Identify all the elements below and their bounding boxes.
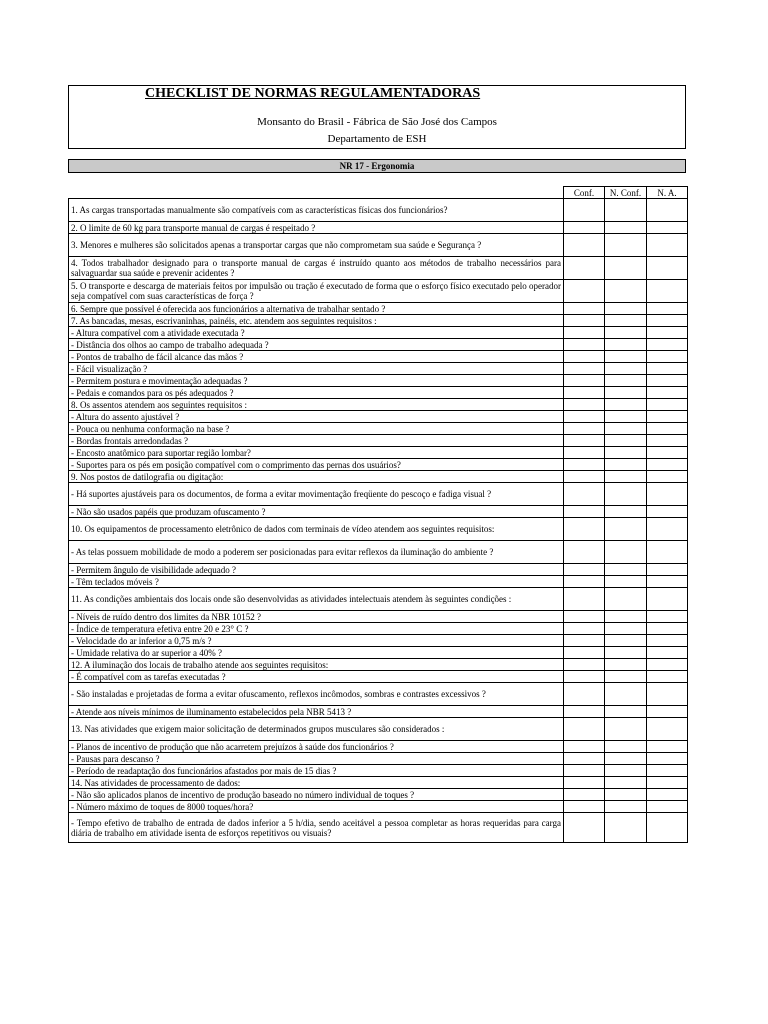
company-name: Monsanto do Brasil - Fábrica de São José dos Campos [257,116,497,128]
checkbox-cell-na[interactable] [647,375,688,387]
checkbox-cell-na[interactable] [647,435,688,447]
checkbox-cell-na[interactable] [647,576,688,588]
checkbox-cell-nconf[interactable] [605,576,647,588]
checklist-row [69,611,688,623]
checklist-item-text: - Distância dos olhos ao campo de trabalho adequada ? [69,339,564,351]
checkbox-cell-na[interactable] [647,564,688,576]
checkbox-cell-nconf[interactable] [605,564,647,576]
checklist-item-text: - Bordas frontais arredondadas ? [69,435,564,447]
checkbox-cell-nconf[interactable] [605,375,647,387]
checkbox-cell-conf[interactable] [564,363,605,375]
checklist-item-text: - Pontos de trabalho de fácil alcance das mãos ? [69,351,564,363]
checklist-row [69,659,688,671]
checkbox-cell-conf[interactable] [564,447,605,459]
checkbox-cell-na[interactable] [647,303,688,315]
checkbox-cell-conf[interactable] [564,683,605,706]
checklist-item-text: - Período de readaptação dos funcionários afastados por mais de 15 dias ? [69,765,564,777]
checklist-row [69,447,688,459]
checklist-item-text: - Tempo efetivo de trabalho de entrada de dados inferior a 5 h/dia, sendo aceitável a pessoa completar as horas requeridas para carga diária de trabalho em atividade isenta de esforços repetitivos ou visuais? [69,813,564,843]
checklist-row [69,234,688,257]
checkbox-cell-na[interactable] [647,671,688,683]
checkbox-cell-nconf[interactable] [605,257,647,280]
checkbox-cell-conf[interactable] [564,506,605,518]
checkbox-cell-nconf[interactable] [605,777,647,789]
checkbox-cell-nconf[interactable] [605,351,647,363]
checklist-row [69,718,688,741]
checklist-item-text: 10. Os equipamentos de processamento eletrônico de dados com terminais de vídeo atendem aos seguintes requisitos: [69,518,564,541]
checklist-row [69,671,688,683]
checklist-row [69,303,688,315]
checklist-item-text: - Índice de temperatura efetiva entre 20 e 23° C ? [69,623,564,635]
column-header-na: N. A. [647,187,688,199]
checklist-row [69,706,688,718]
checklist-item-text: 8. Os assentos atendem aos seguintes requisitos : [69,399,564,411]
checkbox-cell-conf[interactable] [564,753,605,765]
checkbox-cell-conf[interactable] [564,199,605,222]
checkbox-cell-conf[interactable] [564,459,605,471]
checklist-row [69,471,688,483]
checkbox-cell-conf[interactable] [564,588,605,611]
checkbox-cell-nconf[interactable] [605,789,647,801]
checklist-item-text: - Não são aplicados planos de incentivo de produção baseado no número individual de toques ? [69,789,564,801]
checklist-row [69,506,688,518]
checklist-row [69,623,688,635]
header-spacer [69,187,564,199]
checkbox-cell-conf[interactable] [564,483,605,506]
checklist-item-text: 11. As condições ambientais dos locais onde são desenvolvidas as atividades intelectuais atendem às seguintes condições : [69,588,564,611]
checkbox-cell-nconf[interactable] [605,399,647,411]
checklist-row [69,459,688,471]
checkbox-cell-na[interactable] [647,623,688,635]
checklist-item-text: - É compatível com as tarefas executadas ? [69,671,564,683]
checkbox-cell-nconf[interactable] [605,234,647,257]
checkbox-cell-nconf[interactable] [605,671,647,683]
checklist-item-text: 14. Nas atividades de processamento de dados: [69,777,564,789]
checkbox-cell-na[interactable] [647,518,688,541]
checkbox-cell-na[interactable] [647,753,688,765]
checklist-body [69,199,688,843]
checkbox-cell-conf[interactable] [564,411,605,423]
checkbox-cell-nconf[interactable] [605,741,647,753]
checklist-item-text: - As telas possuem mobilidade de modo a poderem ser posicionadas para evitar reflexos da iluminação do ambiente ? [69,541,564,564]
checkbox-cell-na[interactable] [647,659,688,671]
checkbox-cell-na[interactable] [647,647,688,659]
checkbox-cell-na[interactable] [647,399,688,411]
checkbox-cell-na[interactable] [647,423,688,435]
checklist-item-text: - Permitem ângulo de visibilidade adequado ? [69,564,564,576]
checkbox-cell-conf[interactable] [564,541,605,564]
checkbox-cell-nconf[interactable] [605,801,647,813]
checkbox-cell-na[interactable] [647,611,688,623]
checkbox-cell-nconf[interactable] [605,459,647,471]
checkbox-cell-conf[interactable] [564,339,605,351]
column-header-conf: Conf. [564,187,605,199]
checkbox-cell-nconf[interactable] [605,683,647,706]
checkbox-cell-na[interactable] [647,706,688,718]
checkbox-cell-nconf[interactable] [605,588,647,611]
checkbox-cell-nconf[interactable] [605,315,647,327]
checklist-item-text: - Pouca ou nenhuma conformação na base ? [69,423,564,435]
checklist-row [69,813,688,843]
column-header-nconf: N. Conf. [605,187,647,199]
checklist-row [69,327,688,339]
checklist-item-text: 3. Menores e mulheres são solicitados apenas a transportar cargas que não comprometam sua saúde e Segurança ? [69,234,564,257]
checklist-row [69,564,688,576]
checklist-item-text: - Pedais e comandos para os pés adequados ? [69,387,564,399]
checklist-item-text: 7. As bancadas, mesas, escrivaninhas, painéis, etc. atendem aos seguintes requisitos : [69,315,564,327]
checklist-item-text: - Altura do assento ajustável ? [69,411,564,423]
checklist-row [69,541,688,564]
checkbox-cell-conf[interactable] [564,518,605,541]
checkbox-cell-conf[interactable] [564,813,605,843]
checkbox-cell-na[interactable] [647,718,688,741]
checklist-row [69,753,688,765]
checkbox-cell-nconf[interactable] [605,541,647,564]
checkbox-cell-na[interactable] [647,777,688,789]
checkbox-cell-nconf[interactable] [605,706,647,718]
checkbox-cell-na[interactable] [647,447,688,459]
checkbox-cell-nconf[interactable] [605,423,647,435]
checkbox-cell-conf[interactable] [564,315,605,327]
checklist-row [69,222,688,234]
checkbox-cell-na[interactable] [647,813,688,843]
checkbox-cell-conf[interactable] [564,435,605,447]
checkbox-cell-nconf[interactable] [605,387,647,399]
checkbox-cell-conf[interactable] [564,659,605,671]
checkbox-cell-na[interactable] [647,483,688,506]
checkbox-cell-nconf[interactable] [605,506,647,518]
checklist-row [69,588,688,611]
checkbox-cell-conf[interactable] [564,303,605,315]
checklist-item-text: - Não são usados papéis que produzam ofuscamento ? [69,506,564,518]
checklist-item-text: - Têm teclados móveis ? [69,576,564,588]
checkbox-cell-nconf[interactable] [605,471,647,483]
checkbox-cell-na[interactable] [647,280,688,303]
checklist-item-text: 12. A iluminação dos locais de trabalho atende aos seguintes requisitos: [69,659,564,671]
checkbox-cell-na[interactable] [647,789,688,801]
checklist-item-text: - Permitem postura e movimentação adequadas ? [69,375,564,387]
checkbox-cell-conf[interactable] [564,718,605,741]
checkbox-cell-conf[interactable] [564,777,605,789]
checklist-row [69,411,688,423]
checkbox-cell-conf[interactable] [564,222,605,234]
checkbox-cell-na[interactable] [647,683,688,706]
checkbox-cell-na[interactable] [647,257,688,280]
checkbox-cell-nconf[interactable] [605,411,647,423]
checkbox-cell-conf[interactable] [564,280,605,303]
checklist-row [69,351,688,363]
checklist-item-text: 9. Nos postos de datilografia ou digitação: [69,471,564,483]
checkbox-cell-na[interactable] [647,765,688,777]
document-header [68,85,686,149]
checklist-item-text: 4. Todos trabalhador designado para o transporte manual de cargas é instruído quanto aos métodos de trabalho necessários para salvaguardar sua saúde e prevenir acidentes ? [69,257,564,280]
checkbox-cell-nconf[interactable] [605,813,647,843]
checkbox-cell-conf[interactable] [564,234,605,257]
checklist-row [69,635,688,647]
section-title: NR 17 - Ergonomia [68,159,686,173]
checklist-item-text: - Umidade relativa do ar superior a 40% ? [69,647,564,659]
checkbox-cell-conf[interactable] [564,706,605,718]
checkbox-cell-na[interactable] [647,635,688,647]
checkbox-cell-conf[interactable] [564,564,605,576]
checkbox-cell-conf[interactable] [564,741,605,753]
checkbox-cell-nconf[interactable] [605,435,647,447]
checklist-item-text: 1. As cargas transportadas manualmente são compatíveis com as características físicas dos funcionários? [69,199,564,222]
checklist-item-text: - Níveis de ruído dentro dos limites da NBR 10152 ? [69,611,564,623]
checkbox-cell-nconf[interactable] [605,623,647,635]
checklist-row [69,801,688,813]
checklist-item-text: 6. Sempre que possível é oferecida aos funcionários a alternativa de trabalhar sentado ? [69,303,564,315]
checklist-item-text: - Encosto anatômico para suportar região lombar? [69,447,564,459]
checklist-row [69,647,688,659]
checkbox-cell-nconf[interactable] [605,199,647,222]
checkbox-cell-nconf[interactable] [605,222,647,234]
checkbox-cell-conf[interactable] [564,635,605,647]
checkbox-cell-nconf[interactable] [605,611,647,623]
checklist-row [69,315,688,327]
checkbox-cell-conf[interactable] [564,351,605,363]
checkbox-cell-conf[interactable] [564,611,605,623]
checkbox-cell-nconf[interactable] [605,718,647,741]
checkbox-cell-na[interactable] [647,459,688,471]
checklist-item-text: - Fácil visualização ? [69,363,564,375]
checklist-table [68,186,688,843]
checkbox-cell-na[interactable] [647,199,688,222]
checklist-row [69,683,688,706]
checkbox-cell-conf[interactable] [564,765,605,777]
checkbox-cell-nconf[interactable] [605,518,647,541]
checkbox-cell-nconf[interactable] [605,483,647,506]
document-title: CHECKLIST DE NORMAS REGULAMENTADORAS [145,86,481,101]
checklist-row [69,199,688,222]
checkbox-cell-nconf[interactable] [605,327,647,339]
checklist-row [69,423,688,435]
checkbox-cell-nconf[interactable] [605,303,647,315]
checklist-row [69,777,688,789]
checkbox-cell-conf[interactable] [564,623,605,635]
checklist-item-text: - Pausas para descanso ? [69,753,564,765]
checklist-row [69,765,688,777]
checkbox-cell-na[interactable] [647,327,688,339]
checkbox-cell-nconf[interactable] [605,280,647,303]
checkbox-cell-nconf[interactable] [605,659,647,671]
checkbox-cell-conf[interactable] [564,399,605,411]
checkbox-cell-conf[interactable] [564,471,605,483]
checkbox-cell-conf[interactable] [564,576,605,588]
checklist-item-text: - Suportes para os pés em posição compatível com o comprimento das pernas dos usuários? [69,459,564,471]
checkbox-cell-conf[interactable] [564,423,605,435]
checkbox-cell-na[interactable] [647,363,688,375]
checklist-row [69,339,688,351]
checkbox-cell-conf[interactable] [564,789,605,801]
checkbox-cell-na[interactable] [647,351,688,363]
checkbox-cell-na[interactable] [647,588,688,611]
checklist-row [69,375,688,387]
checklist-item-text: 2. O limite de 60 kg para transporte manual de cargas é respeitado ? [69,222,564,234]
checkbox-cell-conf[interactable] [564,257,605,280]
checklist-item-text: - Há suportes ajustáveis para os documentos, de forma a evitar movimentação freqüente do pescoço e fadiga visual ? [69,483,564,506]
checkbox-cell-nconf[interactable] [605,339,647,351]
checkbox-cell-na[interactable] [647,234,688,257]
checklist-row [69,435,688,447]
department-name: Departamento de ESH [327,133,427,145]
checkbox-cell-na[interactable] [647,801,688,813]
checkbox-cell-na[interactable] [647,411,688,423]
checkbox-cell-conf[interactable] [564,327,605,339]
checkbox-cell-nconf[interactable] [605,765,647,777]
checklist-item-text: - Atende aos níveis mínimos de iluminamento estabelecidos pela NBR 5413 ? [69,706,564,718]
checkbox-cell-conf[interactable] [564,671,605,683]
checkbox-cell-na[interactable] [647,541,688,564]
checkbox-cell-na[interactable] [647,315,688,327]
checklist-row [69,257,688,280]
checklist-item-text: - Altura compatível com a atividade executada ? [69,327,564,339]
checkbox-cell-conf[interactable] [564,375,605,387]
checkbox-cell-nconf[interactable] [605,447,647,459]
checkbox-cell-nconf[interactable] [605,635,647,647]
checkbox-cell-na[interactable] [647,222,688,234]
checklist-item-text: - Velocidade do ar inferior a 0,75 m/s ? [69,635,564,647]
checklist-item-text: - Planos de incentivo de produção que não acarretem prejuízos à saúde dos funcionários ? [69,741,564,753]
checkbox-cell-na[interactable] [647,741,688,753]
checkbox-cell-na[interactable] [647,506,688,518]
checklist-item-text: 13. Nas atividades que exigem maior solicitação de determinados grupos musculares são considerados : [69,718,564,741]
checkbox-cell-conf[interactable] [564,801,605,813]
checklist-row [69,518,688,541]
checkbox-cell-nconf[interactable] [605,647,647,659]
checklist-row [69,483,688,506]
column-header-row [69,187,688,199]
checklist-row [69,576,688,588]
checklist-row [69,363,688,375]
checkbox-cell-na[interactable] [647,339,688,351]
checklist-item-text: 5. O transporte e descarga de materiais feitos por impulsão ou tração é executado de forma que o esforço físico executado pelo operador seja compatível com suas características de força ? [69,280,564,303]
checklist-item-text: - São instaladas e projetadas de forma a evitar ofuscamento, reflexos incômodos, sombras e contrastes excessivos ? [69,683,564,706]
checkbox-cell-conf[interactable] [564,387,605,399]
checklist-row [69,399,688,411]
checklist-item-text: - Número máximo de toques de 8000 toques/hora? [69,801,564,813]
checklist-row [69,741,688,753]
checkbox-cell-nconf[interactable] [605,753,647,765]
checkbox-cell-nconf[interactable] [605,363,647,375]
checklist-row [69,387,688,399]
checkbox-cell-conf[interactable] [564,647,605,659]
checklist-row [69,789,688,801]
checkbox-cell-na[interactable] [647,471,688,483]
checklist-row [69,280,688,303]
checkbox-cell-na[interactable] [647,387,688,399]
